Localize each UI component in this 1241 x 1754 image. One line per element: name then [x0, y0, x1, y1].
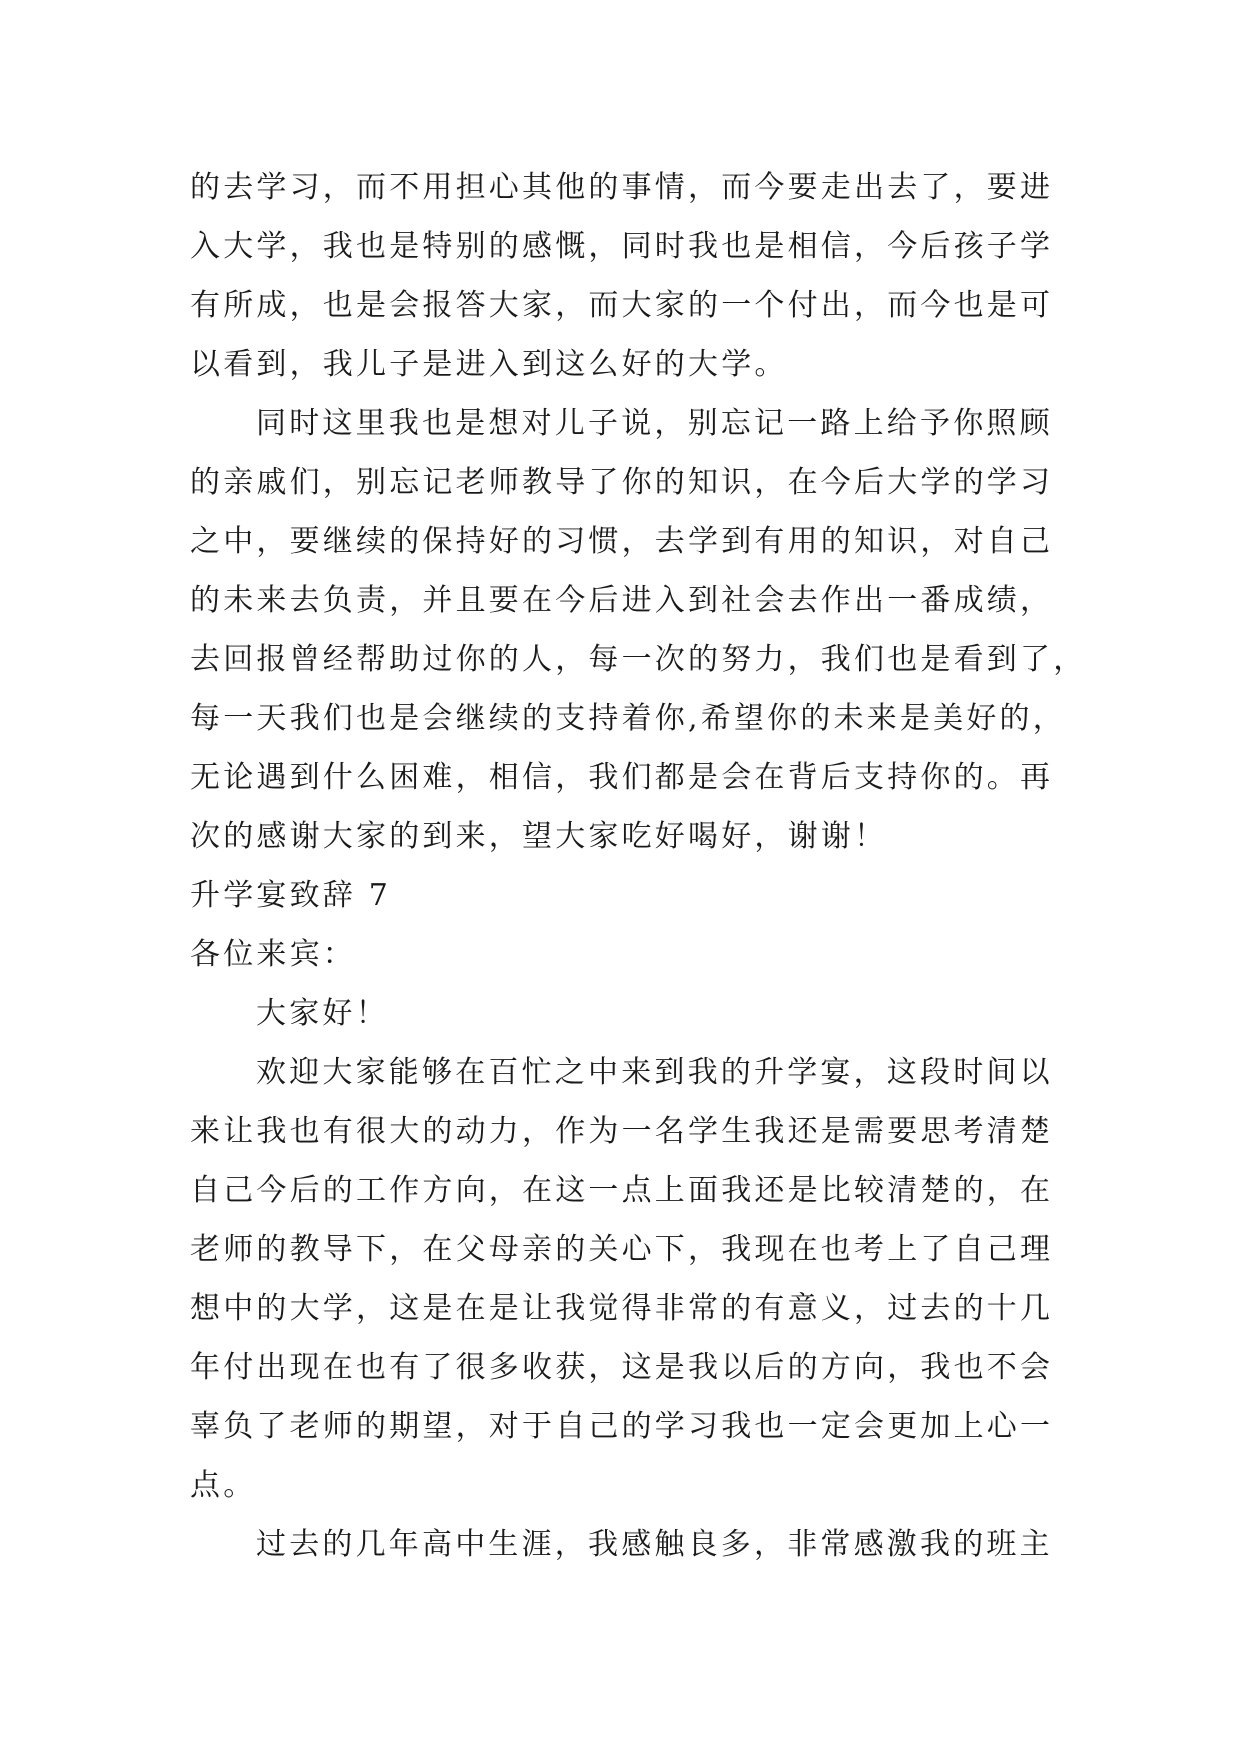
- text-line: 的亲戚们，别忘记老师教导了你的知识，在今后大学的学习: [190, 465, 1054, 500]
- paragraph-first-line: 欢迎大家能够在百忙之中来到我的升学宴，这段时间以: [256, 1055, 1053, 1090]
- text-line: 去回报曾经帮助过你的人，每一次的努力，我们也是看到了，: [190, 642, 1087, 677]
- text-line: 的未来去负责，并且要在今后进入到社会去作出一番成绩，: [190, 583, 1054, 618]
- text-line: 入大学，我也是特别的感慨，同时我也是相信，今后孩子学: [190, 229, 1054, 264]
- text-line: 年付出现在也有了很多收获，这是我以后的方向，我也不会: [190, 1350, 1054, 1385]
- salutation: 各位来宾：: [190, 937, 356, 972]
- text-line: 以看到，我儿子是进入到这么好的大学。: [190, 347, 788, 382]
- text-line: 每一天我们也是会继续的支持着你,希望你的未来是美好的，: [190, 701, 1066, 736]
- text-line: 来让我也有很大的动力，作为一名学生我还是需要思考清楚: [190, 1114, 1054, 1149]
- text-line: 自己今后的工作方向，在这一点上面我还是比较清楚的，在: [190, 1173, 1054, 1208]
- paragraph-first-line: 过去的几年高中生涯，我感触良多，非常感激我的班主: [256, 1527, 1053, 1562]
- document-body: [190, 158, 1087, 1574]
- text-line: 辜负了老师的期望，对于自己的学习我也一定会更加上心一: [190, 1409, 1054, 1444]
- text-line: 老师的教导下，在父母亲的关心下，我现在也考上了自己理: [190, 1232, 1054, 1267]
- section-heading: 升学宴致辞 7: [190, 878, 392, 913]
- text-line: 的去学习，而不用担心其他的事情，而今要走出去了，要进: [190, 170, 1054, 205]
- text-line: 点。: [190, 1468, 257, 1503]
- text-line: 无论遇到什么困难，相信，我们都是会在背后支持你的。再: [190, 760, 1054, 795]
- greeting: 大家好！: [256, 996, 389, 1031]
- text-line: 想中的大学，这是在是让我觉得非常的有意义，过去的十几: [190, 1291, 1054, 1326]
- paragraph-first-line: 同时这里我也是想对儿子说，别忘记一路上给予你照顾: [256, 406, 1053, 441]
- text-line: 之中，要继续的保持好的习惯，去学到有用的知识，对自己: [190, 524, 1054, 559]
- text-line: 有所成，也是会报答大家，而大家的一个付出，而今也是可: [190, 288, 1054, 323]
- text-line: 次的感谢大家的到来，望大家吃好喝好，谢谢！: [190, 819, 888, 854]
